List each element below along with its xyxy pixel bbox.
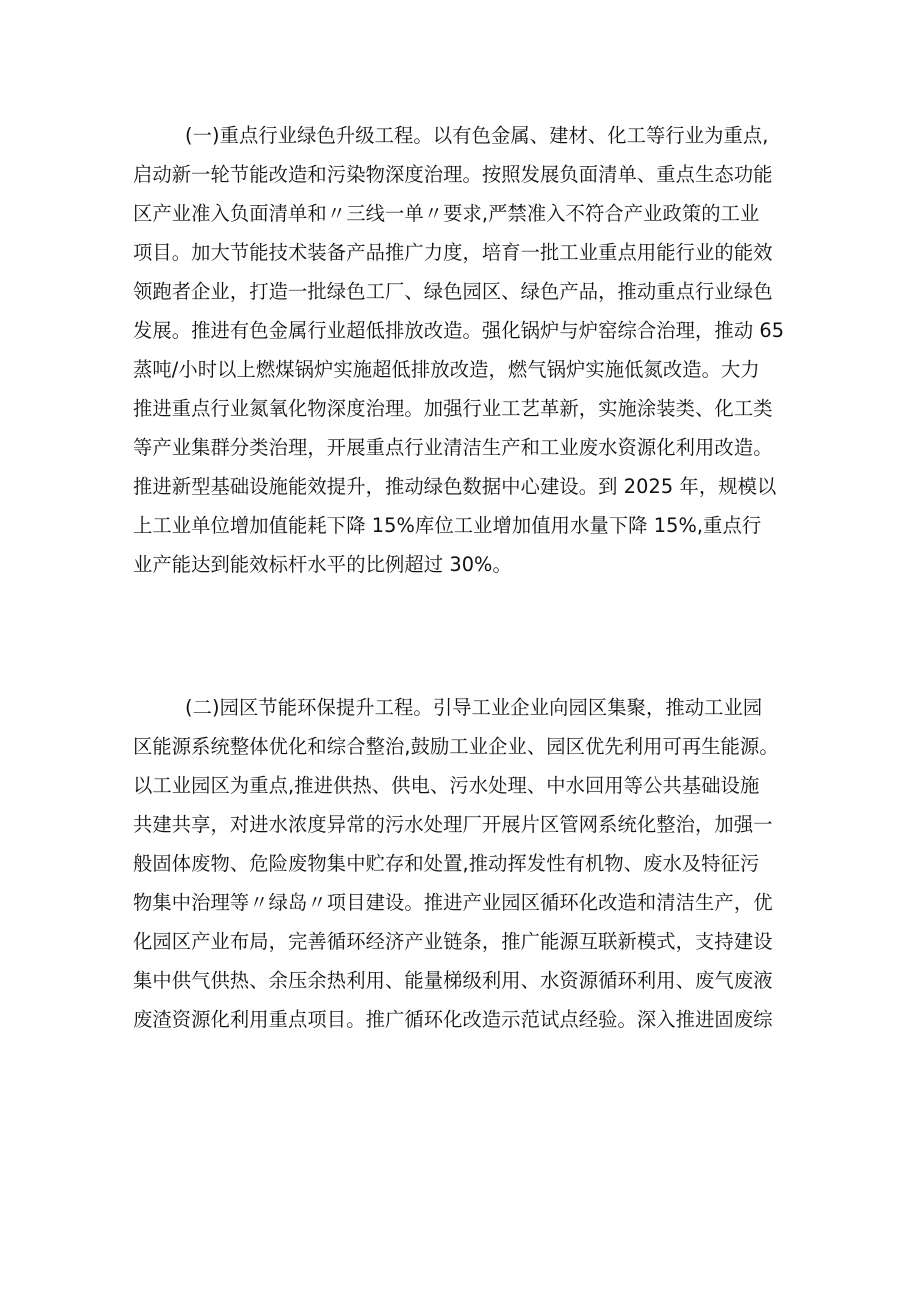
- text-line: 蒸吨/小时以上燃煤锅炉实施超低排放改造，燃气锅炉实施低氮改造。大力: [133, 358, 760, 381]
- text-line: 物集中治理等〃绿岛〃项目建设。推进产业园区循环化改造和清洁生产，优: [133, 891, 773, 914]
- text-line: 集中供气供热、余压余热利用、能量梯级利用、水资源循环利用、废气废液: [133, 969, 773, 992]
- text-line: 业产能达到能效标杆水平的比例超过 30%。: [133, 553, 512, 576]
- text-line: 等产业集群分类治理，开展重点行业清洁生产和工业废水资源化利用改造。: [133, 436, 773, 459]
- text-line: 领跑者企业，打造一批绿色工厂、绿色园区、绿色产品，推动重点行业绿色: [133, 280, 773, 303]
- paragraph-green-upgrade: [133, 116, 793, 584]
- text-line: 发展。推进有色金属行业超低排放改造。强化锅炉与炉窑综合治理，推动 65: [133, 319, 785, 342]
- paragraph-park-energy: [133, 688, 793, 1039]
- text-line: (一)重点行业绿色升级工程。以有色金属、建材、化工等行业为重点,: [185, 124, 769, 147]
- text-line: 共建共享，对进水浓度异常的污水处理厂开展片区管网系统化整治，加强一: [133, 813, 773, 836]
- text-line: 般固体废物、危险废物集中贮存和处置,推动挥发性有机物、废水及特征污: [133, 852, 760, 875]
- text-line: 区产业准入负面清单和〃三线一单〃要求,严禁准入不符合产业政策的工业: [133, 202, 760, 225]
- text-line: 上工业单位增加值能耗下降 15%库位工业增加值用水量下降 15%,重点行: [133, 514, 762, 537]
- text-line: 区能源系统整体优化和综合整治,鼓励工业企业、园区优先利用可再生能源。: [133, 735, 779, 758]
- text-line: 项目。加大节能技术装备产品推广力度，培育一批工业重点用能行业的能效: [133, 241, 773, 264]
- text-line: 启动新一轮节能改造和污染物深度治理。按照发展负面清单、重点生态功能: [133, 163, 773, 186]
- text-line: 废渣资源化利用重点项目。推广循环化改造示范试点经验。深入推进固废综: [133, 1008, 773, 1031]
- text-line: 推进新型基础设施能效提升，推动绿色数据中心建设。到 2025 年，规模以: [133, 475, 777, 498]
- text-line: (二)园区节能环保提升工程。引导工业企业向园区集聚，推动工业园: [185, 696, 763, 719]
- text-line: 化园区产业布局，完善循环经济产业链条，推广能源互联新模式，支持建设: [133, 930, 773, 953]
- text-line: 以工业园区为重点,推进供热、供电、污水处理、中水回用等公共基础设施: [133, 774, 760, 797]
- text-line: 推进重点行业氮氧化物深度治理。加强行业工艺革新，实施涂装类、化工类: [133, 397, 773, 420]
